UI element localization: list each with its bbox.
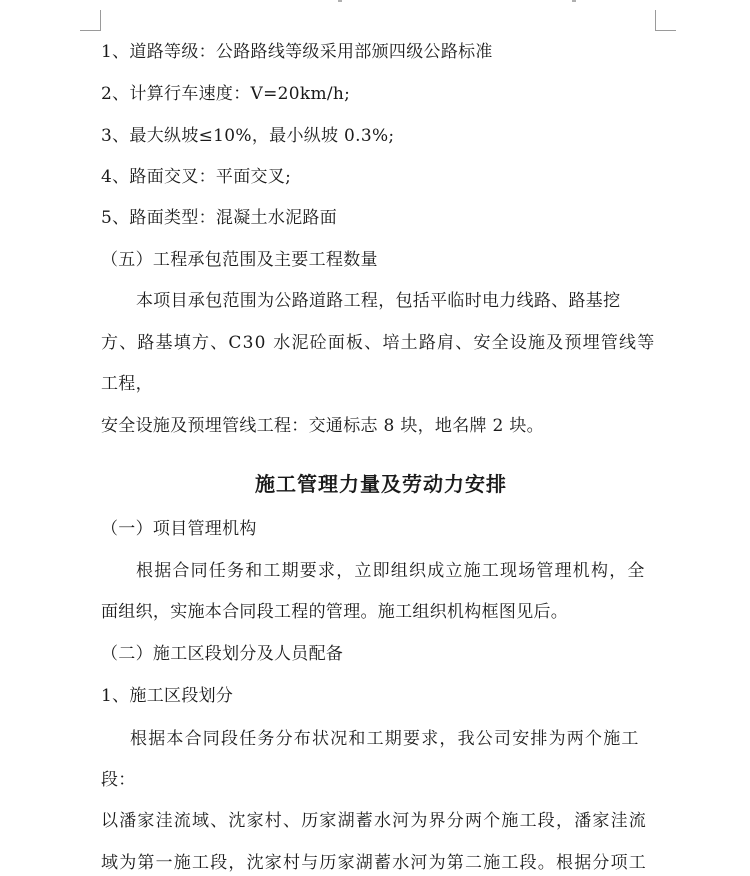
section-heading-division: （二）施工区段划分及人员配备: [101, 644, 344, 664]
subsection-heading: 1、施工区段划分: [101, 686, 234, 706]
paragraph-line: 以潘家洼流域、沈家村、历家湖蓄水河为界分两个施工段，潘家洼流: [101, 811, 647, 831]
paragraph-line: 根据本合同段任务分布状况和工期要求，我公司安排为两个施工: [130, 729, 640, 749]
section-heading-scope: （五）工程承包范围及主要工程数量: [101, 250, 378, 270]
spec-line-intersection: 4、路面交叉：平面交叉;: [101, 167, 292, 187]
paragraph-line: 面组织，实施本合同段工程的管理。施工组织机构框图见后。: [101, 602, 569, 622]
paragraph-line: 工程，: [101, 374, 153, 394]
paragraph-line: 根据合同任务和工期要求，立即组织成立施工现场管理机构，全: [136, 561, 646, 581]
paragraph-line: 安全设施及预埋管线工程：交通标志 8 块，地名牌 2 块。: [101, 416, 544, 436]
spec-line-speed: 2、计算行车速度：V=20km/h;: [101, 84, 351, 104]
spec-line-pavement: 5、路面类型：混凝土水泥路面: [101, 208, 338, 228]
chapter-heading: 施工管理力量及劳动力安排: [255, 472, 507, 496]
paragraph-line: 段：: [101, 770, 136, 790]
margin-corner-mark: [80, 10, 101, 31]
spec-line-road-grade: 1、道路等级：公路路线等级采用部颁四级公路标准: [101, 42, 493, 62]
section-heading-organization: （一）项目管理机构: [101, 519, 257, 539]
paragraph-line: 方、路基填方、C30 水泥砼面板、培土路肩、安全设施及预埋管线等: [101, 333, 656, 353]
ruler-mark: [338, 0, 342, 2]
ruler-mark: [572, 0, 576, 2]
paragraph-line: 本项目承包范围为公路道路工程，包括平临时电力线路、路基挖: [136, 291, 621, 311]
spec-line-grade: 3、最大纵坡≤10%，最小纵坡 0.3%;: [101, 126, 395, 146]
margin-corner-mark: [655, 10, 676, 31]
paragraph-line: 域为第一施工段，沈家村与历家湖蓄水河为第二施工段。根据分项工: [101, 853, 647, 873]
